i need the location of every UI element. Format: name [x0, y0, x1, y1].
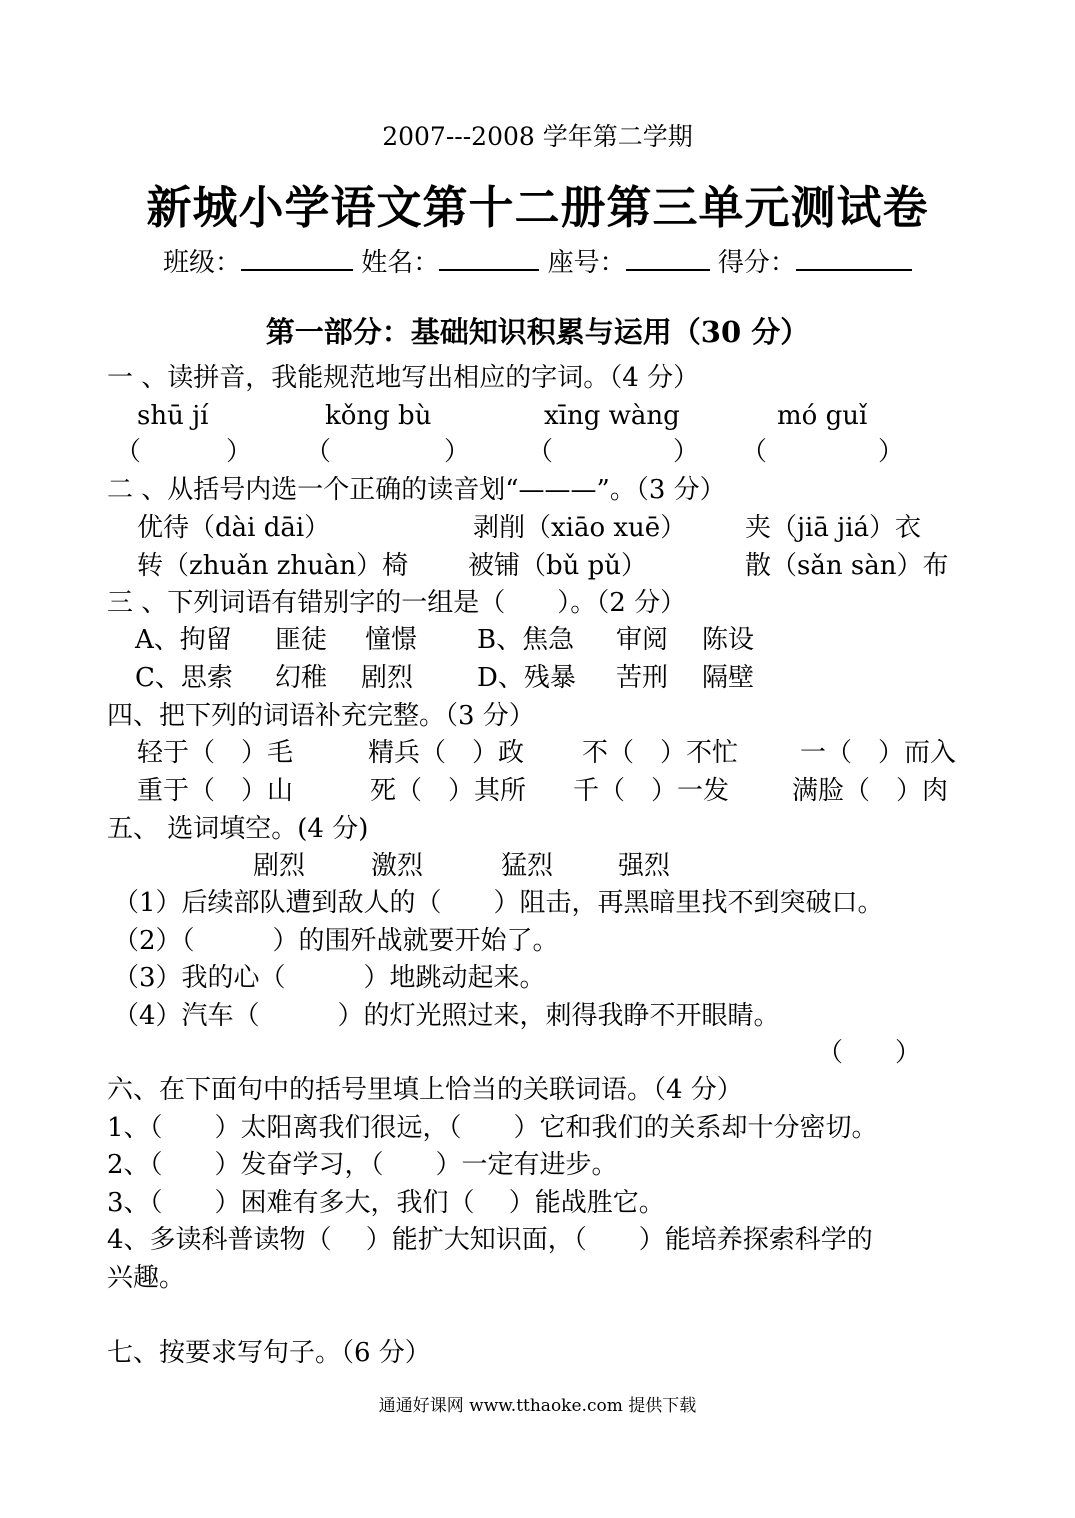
q3-option: D、残暴 — [477, 663, 576, 693]
q6-item: 4、多读科普读物（ ）能扩大知识面，（ ）能培养探索科学的 — [107, 1225, 873, 1255]
q3-option: 审阅 — [616, 625, 669, 655]
q5-word: 强烈 — [618, 851, 671, 881]
q2-item: 被铺（bǔ pǔ） — [468, 551, 648, 581]
q6-item: 3、（ ）困难有多大，我们（ ）能战胜它。 — [107, 1188, 665, 1218]
q2-item: 剥削（xiāo xuē） — [473, 513, 687, 543]
q1-blank-3-open: （ — [527, 437, 554, 467]
q5-item: （3）我的心（ ）地跳动起来。 — [113, 963, 546, 993]
q6-item-continuation: 兴趣。 — [107, 1263, 186, 1293]
q3-option: 匪徒 — [275, 625, 328, 655]
q1-blank-3-close: ） — [673, 437, 700, 467]
q1-pinyin-2: kǒng bù — [325, 401, 432, 431]
q5-word: 激烈 — [371, 851, 424, 881]
score-blank[interactable] — [796, 247, 912, 271]
q3-option: 憧憬 — [365, 625, 418, 655]
q4-idiom: 不（ ）不忙 — [582, 738, 739, 768]
q3-option: 陈设 — [702, 625, 755, 655]
q2-item: 散（sǎn sàn）布 — [745, 551, 949, 581]
seat-blank[interactable] — [626, 247, 710, 271]
q3-option: 苦刑 — [616, 663, 669, 693]
q1-blank-2-close: ） — [444, 437, 471, 467]
q5-item: （1）后续部队遭到敌人的（ ）阻击，再黑暗里找不到突破口。 — [113, 888, 884, 918]
q5-word: 猛烈 — [501, 851, 554, 881]
q1-blank-4-close: ） — [878, 437, 905, 467]
name-blank[interactable] — [439, 247, 539, 271]
q3-option: A、拘留 — [135, 625, 232, 655]
q2-heading: 二 、从括号内选一个正确的读音划“———”。（3 分） — [107, 475, 726, 505]
class-label: 班级： — [163, 248, 242, 278]
q6-item: 2、（ ）发奋学习，（ ）一定有进步。 — [107, 1150, 618, 1180]
q2-item: 优待（dài dāi） — [137, 513, 331, 543]
part1-title: 第一部分：基础知识积累与运用（30 分） — [265, 315, 810, 349]
exam-title: 新城小学语文第十二册第三单元测试卷 — [146, 181, 929, 234]
q1-blank-4-open: （ — [741, 437, 768, 467]
name-label: 姓名： — [361, 248, 440, 278]
q3-option: 隔壁 — [702, 663, 755, 693]
q5-word: 剧烈 — [253, 851, 306, 881]
q4-idiom: 一（ ）而入 — [800, 738, 957, 768]
q3-option: B、焦急 — [477, 625, 575, 655]
q1-pinyin-4: mó guǐ — [777, 401, 868, 431]
q5-item: （4）汽车（ ）的灯光照过来，刺得我睁不开眼睛。 — [113, 1001, 780, 1031]
q1-pinyin-1: shū jí — [137, 401, 209, 431]
q3-option: 幻稚 — [275, 663, 328, 693]
q5-trailing-blank: （ ） — [817, 1038, 922, 1068]
q4-idiom: 满脸（ ）肉 — [792, 776, 949, 806]
q1-blank-2-open: （ — [305, 437, 332, 467]
q4-heading: 四、把下列的词语补充完整。（3 分） — [107, 701, 535, 731]
q4-idiom: 轻于（ ）毛 — [137, 738, 294, 768]
q2-item: 夹（jiā jiá）衣 — [745, 513, 922, 543]
score-label: 得分： — [717, 248, 796, 278]
q2-item: 转（zhuǎn zhuàn）椅 — [137, 551, 409, 581]
student-info-row — [163, 247, 912, 278]
q1-blank-1-open: （ — [115, 437, 142, 467]
q4-idiom: 重于（ ）山 — [137, 776, 294, 806]
q7-heading: 七、按要求写句子。（6 分） — [107, 1338, 431, 1368]
q6-heading: 六、在下面句中的括号里填上恰当的关联词语。（4 分） — [107, 1075, 743, 1105]
q6-item: 1、（ ）太阳离我们很远，（ ）它和我们的关系却十分密切。 — [107, 1113, 878, 1143]
q1-blank-1-close: ） — [226, 437, 253, 467]
semester-line: 2007---2008 学年第二学期 — [382, 122, 693, 151]
q4-idiom: 千（ ）一发 — [573, 776, 730, 806]
q5-item: （2）（ ）的围歼战就要开始了。 — [113, 926, 559, 956]
q4-idiom: 死（ ）其所 — [370, 776, 527, 806]
q1-heading: 一 、读拼音，我能规范地写出相应的字词。（4 分） — [107, 363, 700, 393]
q4-idiom: 精兵（ ）政 — [368, 738, 525, 768]
class-blank[interactable] — [241, 247, 353, 271]
q3-option: 剧烈 — [361, 663, 414, 693]
q5-heading: 五、 选词填空。(4 分) — [107, 814, 369, 844]
footer-text: 通通好课网 www.tthaoke.com 提供下载 — [378, 1396, 697, 1416]
seat-label: 座号： — [547, 248, 626, 278]
q1-pinyin-3: xīng wàng — [544, 401, 680, 431]
q3-heading: 三 、下列词语有错别字的一组是（ ）。（2 分） — [107, 588, 687, 618]
q3-option: C、思索 — [135, 663, 233, 693]
